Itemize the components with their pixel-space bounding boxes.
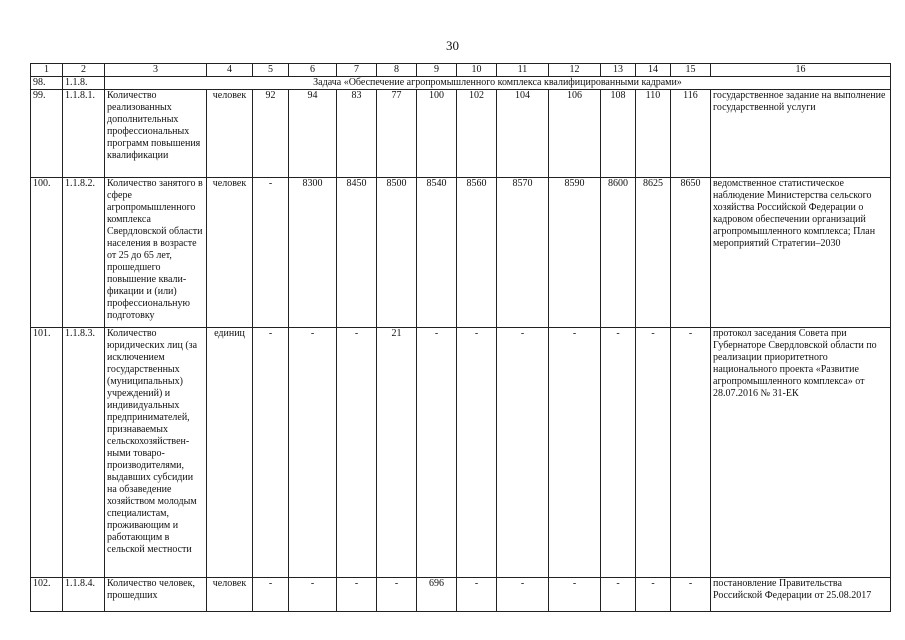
column-header: 14 [636,64,671,77]
column-header: 6 [289,64,337,77]
row-code: 1.1.8. [63,77,105,90]
source-cell: ведомственное статистическое наблюдение Министерства сельского хозяйства Российской Федерации о кадровом обеспечении организаций агропромышленного комплекса; План мероприятий Стратегии–2030 [711,178,891,328]
row-number: 101. [31,328,63,578]
indicator-name: Количество реализованных дополнительных профессиональных программ повышения квалификации [105,90,207,178]
value-cell: 8600 [601,178,636,328]
value-cell: 8300 [289,178,337,328]
indicator-name: Количество человек, прошедших [105,578,207,612]
value-cell: 94 [289,90,337,178]
unit-cell: человек [207,578,253,612]
value-cell: - [457,328,497,578]
value-cell: 77 [377,90,417,178]
column-header-row [31,64,891,77]
value-cell: 104 [497,90,549,178]
indicator-name: Количество юридических лиц (за исключением государственных (муниципальных) учреждений) и индивидуальных предпринимателей, признаваемых сельскохозяйствен-ными товаро-производителями, выдавших субсидии на обзаведение хозяйством молодым специалистам, проживающим и работающим в сельской местности [105,328,207,578]
table-row [31,90,891,178]
value-cell: - [601,328,636,578]
column-header: 4 [207,64,253,77]
table-row [31,578,891,612]
unit-cell: человек [207,90,253,178]
task-title: Задача «Обеспечение агропромышленного комплекса квалифицированными кадрами» [105,77,891,90]
unit-cell: единиц [207,328,253,578]
value-cell: - [601,578,636,612]
indicator-name: Количество занятого в сфере агропромышленного комплекса Свердловской области населения в возрасте от 25 до 65 лет, прошедшего повышение квали-фикации и (или) профессиональную подготовку [105,178,207,328]
value-cell: - [253,178,289,328]
value-cell: 102 [457,90,497,178]
value-cell: 116 [671,90,711,178]
indicators-table [30,63,891,612]
value-cell: 8450 [337,178,377,328]
page-number: 30 [446,38,459,53]
source-cell: протокол заседания Совета при Губернаторе Свердловской области по реализации приоритетного национального проекта «Развитие агропромышленного комплекса» от 28.07.2016 № 31-ЕК [711,328,891,578]
value-cell: - [671,328,711,578]
column-header: 9 [417,64,457,77]
column-header: 8 [377,64,417,77]
value-cell: 8590 [549,178,601,328]
value-cell: - [337,578,377,612]
column-header: 7 [337,64,377,77]
source-cell: государственное задание на выполнение государственной услуги [711,90,891,178]
value-cell: - [549,328,601,578]
table-row [31,178,891,328]
value-cell: 8560 [457,178,497,328]
row-number: 98. [31,77,63,90]
column-header: 1 [31,64,63,77]
value-cell: - [253,328,289,578]
value-cell: 8570 [497,178,549,328]
row-number: 99. [31,90,63,178]
value-cell: - [377,578,417,612]
value-cell: 106 [549,90,601,178]
unit-cell: человек [207,178,253,328]
column-header: 5 [253,64,289,77]
value-cell: - [457,578,497,612]
value-cell: - [289,578,337,612]
value-cell: - [636,578,671,612]
value-cell: - [289,328,337,578]
row-code: 1.1.8.1. [63,90,105,178]
row-number: 100. [31,178,63,328]
value-cell: 83 [337,90,377,178]
row-code: 1.1.8.3. [63,328,105,578]
value-cell: 92 [253,90,289,178]
value-cell: 8500 [377,178,417,328]
value-cell: - [497,578,549,612]
column-header: 16 [711,64,891,77]
source-cell: постановление Правительства Российской Федерации от 25.08.2017 [711,578,891,612]
column-header: 10 [457,64,497,77]
column-header: 2 [63,64,105,77]
value-cell: - [253,578,289,612]
row-code: 1.1.8.4. [63,578,105,612]
value-cell: - [636,328,671,578]
value-cell: - [417,328,457,578]
column-header: 3 [105,64,207,77]
value-cell: - [671,578,711,612]
value-cell: 8540 [417,178,457,328]
column-header: 12 [549,64,601,77]
task-row [31,77,891,90]
value-cell: 696 [417,578,457,612]
value-cell: 108 [601,90,636,178]
value-cell: 8625 [636,178,671,328]
value-cell: 110 [636,90,671,178]
value-cell: 21 [377,328,417,578]
row-number: 102. [31,578,63,612]
value-cell: - [337,328,377,578]
column-header: 11 [497,64,549,77]
value-cell: - [549,578,601,612]
table-row [31,328,891,578]
column-header: 13 [601,64,636,77]
value-cell: - [497,328,549,578]
row-code: 1.1.8.2. [63,178,105,328]
column-header: 15 [671,64,711,77]
value-cell: 8650 [671,178,711,328]
value-cell: 100 [417,90,457,178]
